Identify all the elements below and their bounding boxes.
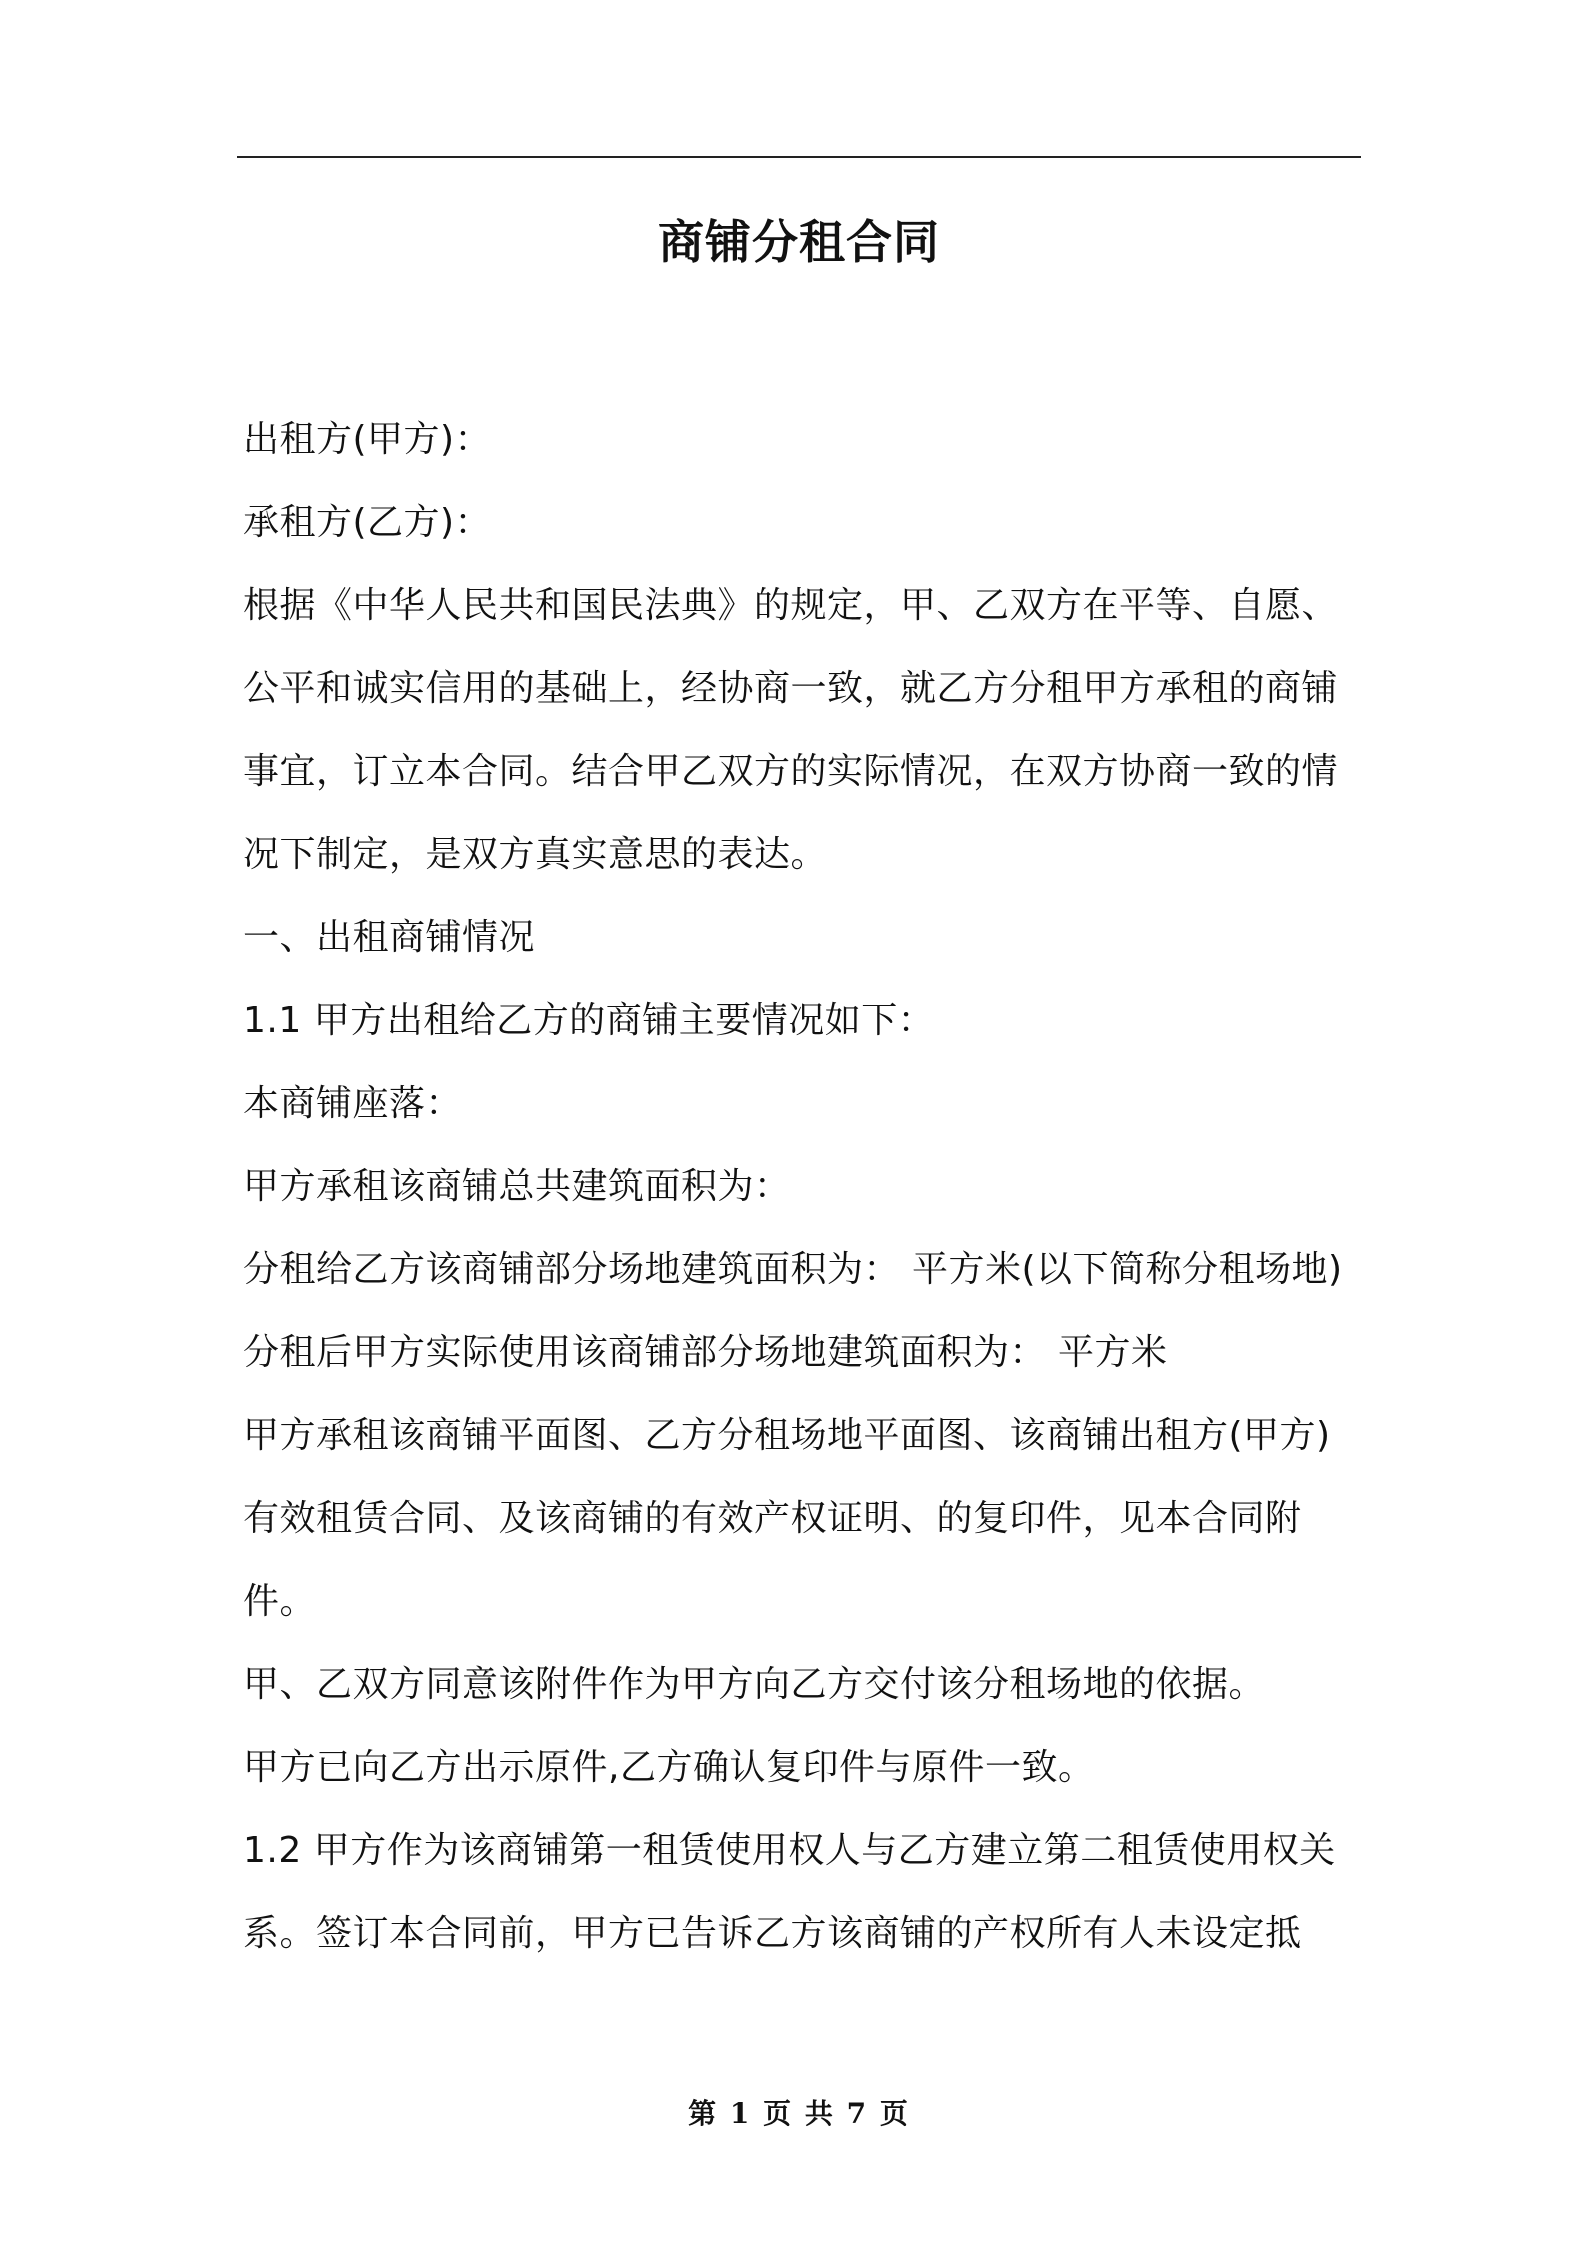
clause-1-2: 1.2 甲方作为该商铺第一租赁使用权人与乙方建立第二租赁使用权关系。签订本合同前，甲方已告诉乙方该商铺的产权所有人未设定抵 xyxy=(243,1830,1336,1954)
clause-1-1: 1.1 甲方出租给乙方的商铺主要情况如下： xyxy=(243,1000,935,1041)
shop-location-line: 本商铺座落： xyxy=(243,1083,463,1124)
lessee-line: 承租方(乙方)： xyxy=(243,502,492,543)
document-body xyxy=(243,398,1363,1975)
lessor-line: 出租方(甲方)： xyxy=(243,419,492,460)
originals-line: 甲方已向乙方出示原件,乙方确认复印件与原件一致。 xyxy=(243,1747,1095,1788)
preamble-paragraph: 根据《中华人民共和国民法典》的规定，甲、乙双方在平等、自愿、公平和诚实信用的基础上，经协商一致，就乙方分租甲方承租的商铺事宜，订立本合同。结合甲乙双方的实际情况，在双方协商一致的情况下制定，是双方真实意思的表达。 xyxy=(243,585,1339,875)
total-area-line: 甲方承租该商铺总共建筑面积为： xyxy=(243,1166,791,1207)
section-heading: 一、出租商铺情况 xyxy=(243,917,536,958)
document-title: 商铺分租合同 xyxy=(658,215,940,269)
attachments-paragraph: 甲方承租该商铺平面图、乙方分租场地平面图、该商铺出租方(甲方)有效租赁合同、及该商铺的有效产权证明、的复印件，见本合同附件。 xyxy=(243,1415,1331,1622)
page-number-footer: 第 1 页 共 7 页 xyxy=(688,2097,910,2130)
sublet-area-line: 分租给乙方该商铺部分场地建筑面积为： 平方米(以下简称分租场地) xyxy=(243,1249,1343,1290)
remaining-area-line: 分租后甲方实际使用该商铺部分场地建筑面积为： 平方米 xyxy=(243,1332,1168,1373)
header-rule xyxy=(237,156,1361,158)
agreement-line: 甲、乙双方同意该附件作为甲方向乙方交付该分租场地的依据。 xyxy=(243,1664,1266,1705)
